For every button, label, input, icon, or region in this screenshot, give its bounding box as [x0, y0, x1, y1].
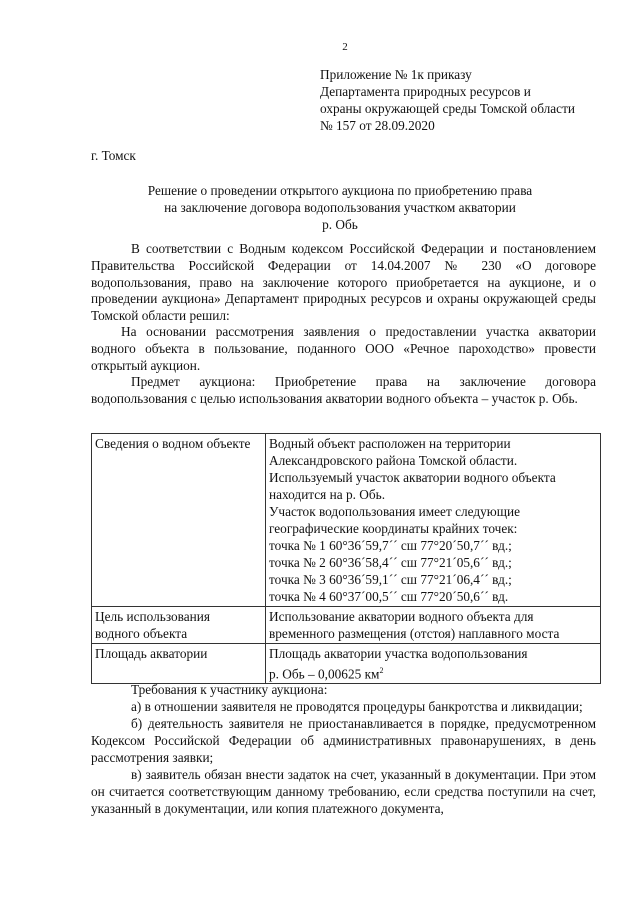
requirement-item-b: б) деятельность заявителя не приостанавливается в порядке, предусмотренном Кодексом Российской Федерации об административных правонарушениях, в день рассмотрения заявки; [91, 716, 596, 765]
cell-line: временного размещения (отстоя) наплавного моста [269, 626, 560, 641]
cell-line: Площадь акватории участка водопользования [269, 646, 528, 661]
document-title [100, 182, 580, 233]
cell-line: географические координаты крайних точек: [269, 521, 518, 536]
cell-line: Цель использования [95, 609, 211, 624]
area-value: р. Обь – 0,00625 км [269, 666, 380, 682]
requirements-heading: Требования к участнику аукциона: [131, 682, 328, 697]
cell-line: находится на р. Обь. [269, 487, 386, 502]
paragraph-legal-basis: В соответствии с Водным кодексом Российской Федерации и постановлением Правительства Российской Федерации от 14.04.2007 № 230 «О договоре водопользования, право на заключение которого приобретается на аукционе, и о проведении аукциона» Департамент природных ресурсов и охраны окружающей среды Томской области решил: [91, 241, 596, 324]
table-cell-label: Площадь акватории [92, 644, 266, 684]
paragraph-grounds: На основании рассмотрения заявления о предоставлении участка акватории водного объекта в пользование, поданного ООО «Речное пароходство» провести открытый аукцион. [91, 324, 596, 373]
area-unit-superscript: 2 [379, 666, 384, 675]
table-row [92, 434, 601, 607]
page-number: 2 [342, 41, 348, 53]
table-cell-label: Сведения о водном объекте [92, 434, 266, 607]
requirement-item-c: в) заявитель обязан внести задаток на счет, указанный в документации. При этом он считается соответствующим данному требованию, если средства поступили на счет, указанный в документации, или копия платежного документа, [91, 767, 596, 816]
cell-line: Участок водопользования имеет следующие [269, 504, 520, 519]
table-row [92, 607, 601, 644]
paragraph-subject: Предмет аукциона: Приобретение права на заключение договора водопользования с целью использования акватории водного объекта – участок р. Обь. [91, 374, 596, 406]
cell-line: водного объекта [95, 626, 188, 641]
requirement-item-a: а) в отношении заявителя не проводятся процедуры банкротства и ликвидации; [131, 699, 583, 714]
coordinate-point: точка № 3 60°36´59,1´´ сш 77°21´06,4´´ вд.; [269, 572, 512, 587]
coordinate-point: точка № 1 60°36´59,7´´ сш 77°20´50,7´´ вд.; [269, 538, 512, 553]
appendix-header [320, 66, 575, 134]
title-line: на заключение договора водопользования участком акватории [164, 200, 516, 215]
table-cell-label [92, 607, 266, 644]
coordinate-point: точка № 2 60°36´58,4´´ сш 77°21´05,6´´ вд.; [269, 555, 512, 570]
appendix-line: Приложение № 1к приказу [320, 67, 472, 82]
appendix-line: Департамента природных ресурсов и [320, 84, 531, 99]
city: г. Томск [91, 148, 136, 163]
appendix-line: охраны окружающей среды Томской области [320, 101, 576, 116]
coordinate-point: точка № 4 60°37´00,5´´ сш 77°20´50,6´´ вд. [269, 589, 509, 604]
table-row [92, 644, 601, 684]
title-line: р. Обь [322, 217, 358, 232]
appendix-line: № 157 от 28.09.2020 [320, 118, 435, 133]
table-cell-value [266, 434, 601, 607]
cell-line: Используемый участок акватории водного объекта [269, 470, 556, 485]
requirements-section [91, 681, 596, 817]
cell-line [269, 662, 597, 682]
table-cell-value [266, 644, 601, 684]
water-object-table [91, 433, 601, 684]
title-line: Решение о проведении открытого аукциона по приобретению права [147, 183, 533, 198]
cell-line: Александровского района Томской области. [269, 453, 518, 468]
cell-line: Использование акватории водного объекта для [269, 609, 534, 624]
cell-line: Водный объект расположен на территории [269, 436, 511, 451]
table-cell-value [266, 607, 601, 644]
